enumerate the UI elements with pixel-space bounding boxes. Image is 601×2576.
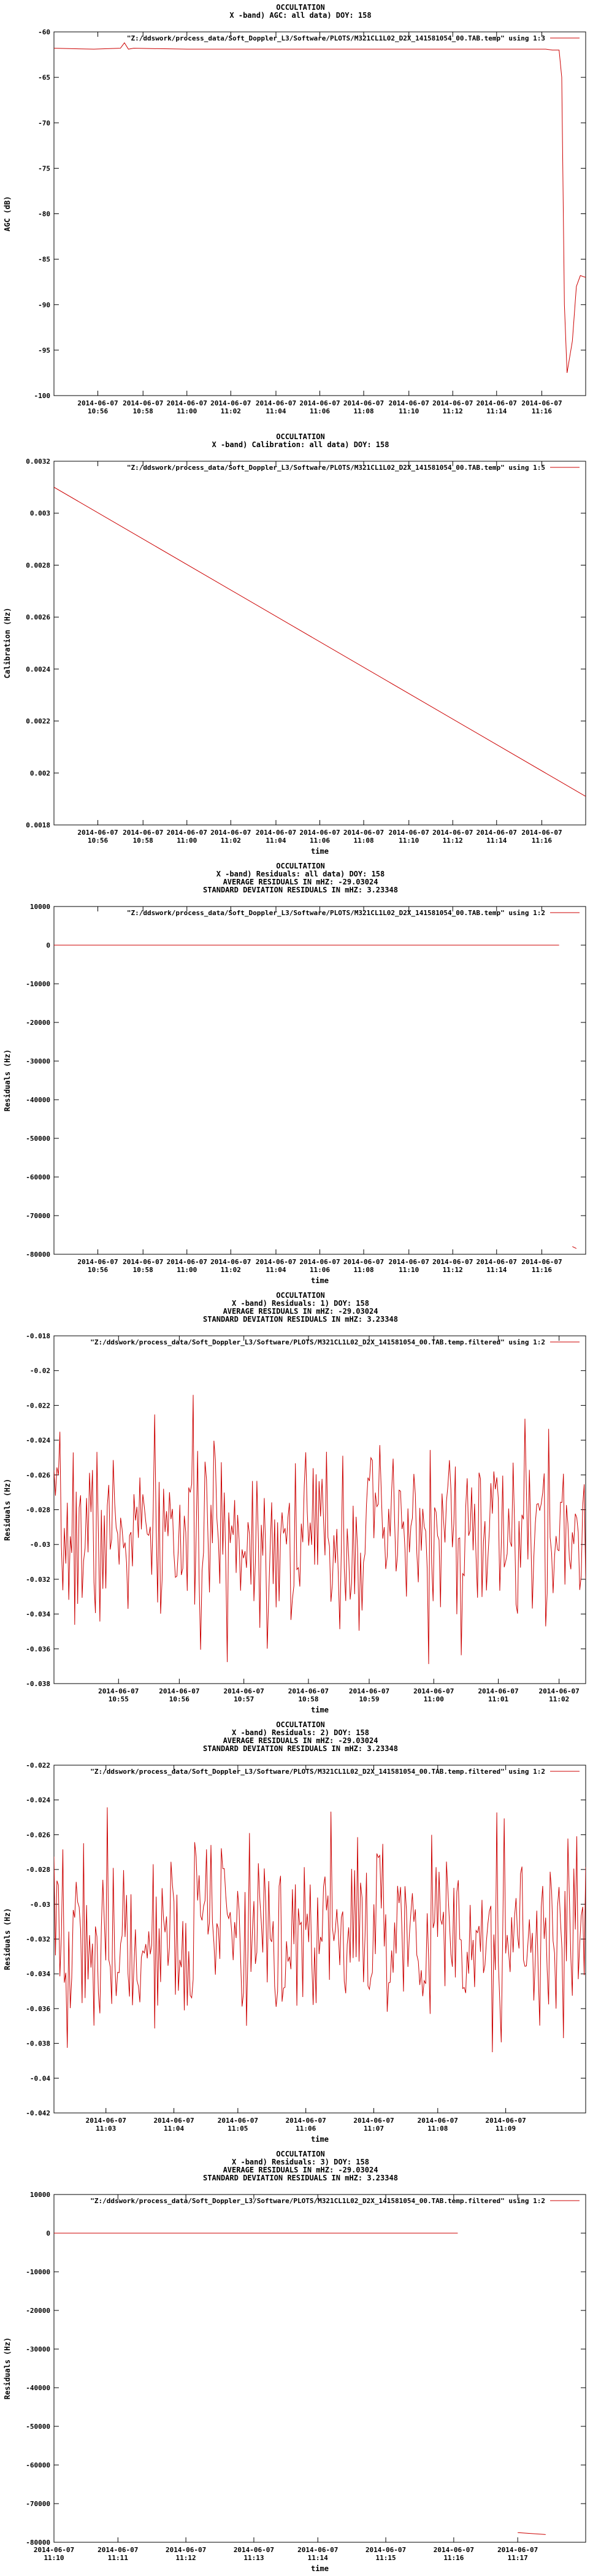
x-tick-label-time: 11:13 — [243, 2554, 264, 2562]
x-tick-label-time: 11:14 — [486, 1266, 507, 1274]
x-tick-label-date: 2014-06-07 — [288, 1687, 329, 1695]
residuals-3-chart-panel — [0, 2147, 601, 2576]
x-tick-label-time: 11:17 — [507, 2554, 528, 2562]
x-tick-label-time: 10:56 — [169, 1695, 189, 1703]
chart-title: OCCULTATION — [276, 1291, 325, 1300]
y-tick-label: 0.0024 — [26, 665, 50, 673]
y-tick-label: -90 — [38, 301, 50, 309]
calibration-chart-panel — [0, 429, 601, 859]
plot-area-border — [54, 1765, 586, 2113]
x-tick-label-date: 2014-06-07 — [343, 829, 385, 837]
x-tick-label-date: 2014-06-07 — [77, 399, 118, 407]
chart-subtitle: AVERAGE RESIDUALS IN mHZ: -29.03024 — [223, 1736, 378, 1745]
x-tick-label-date: 2014-06-07 — [476, 1258, 517, 1266]
x-tick-label-date: 2014-06-07 — [353, 2117, 394, 2125]
chart-subtitle: X -band) Residuals: all data) DOY: 158 — [216, 870, 385, 878]
x-tick-label-time: 11:05 — [228, 2125, 248, 2133]
y-tick-label: -60000 — [26, 2461, 50, 2469]
chart-title: OCCULTATION — [276, 3, 325, 12]
x-tick-label-date: 2014-06-07 — [432, 829, 473, 837]
chart-title: OCCULTATION — [276, 2150, 325, 2158]
x-tick-label-date: 2014-06-07 — [153, 2117, 194, 2125]
y-tick-label: -75 — [38, 164, 50, 173]
series-line — [54, 1395, 586, 1664]
x-tick-label-time: 11:11 — [107, 2554, 128, 2562]
legend-label: "Z:/ddswork/process_data/Soft_Doppler_L3/Software/PLOTS/M321CL1L02_D2X_141581054_00.TAB.temp.filtered" using 1:2 — [90, 2197, 545, 2205]
x-tick-label-date: 2014-06-07 — [417, 2117, 458, 2125]
agc-chart-panel — [0, 0, 601, 429]
y-tick-label: -0.038 — [26, 1680, 50, 1688]
x-tick-label-date: 2014-06-07 — [388, 1258, 429, 1266]
series-line — [54, 43, 586, 373]
y-tick-label: -70000 — [26, 2500, 50, 2508]
y-tick-label: -0.038 — [26, 2039, 50, 2048]
y-axis-label: Residuals (Hz) — [3, 1049, 12, 1112]
chart-title: OCCULTATION — [276, 862, 325, 870]
y-axis-label: Residuals (Hz) — [3, 1907, 12, 1971]
chart-subtitle: X -band) Calibration: all data) DOY: 158 — [212, 440, 389, 449]
x-tick-label-time: 11:12 — [442, 837, 463, 845]
chart-subtitle: X -band) Residuals: 2) DOY: 158 — [232, 1728, 369, 1737]
x-tick-label-date: 2014-06-07 — [223, 1687, 264, 1695]
plot-area-border — [54, 461, 586, 825]
x-tick-label-time: 10:56 — [87, 837, 109, 845]
x-tick-label-time: 11:08 — [353, 837, 374, 845]
y-tick-label: -40000 — [26, 2384, 50, 2392]
x-tick-label-date: 2014-06-07 — [476, 829, 517, 837]
y-tick-label: -60000 — [26, 1173, 50, 1181]
y-axis-label: Residuals (Hz) — [3, 2337, 12, 2400]
x-tick-label-time: 11:16 — [443, 2554, 464, 2562]
x-tick-label-date: 2014-06-07 — [497, 2546, 538, 2554]
y-tick-label: -95 — [38, 346, 50, 355]
x-tick-label-date: 2014-06-07 — [343, 399, 385, 407]
x-tick-label-date: 2014-06-07 — [217, 2117, 258, 2125]
chart-subtitle: AVERAGE RESIDUALS IN mHZ: -29.03024 — [223, 2166, 378, 2174]
x-tick-label-time: 10:58 — [132, 407, 153, 415]
x-tick-label-date: 2014-06-07 — [159, 1687, 200, 1695]
y-tick-label: 0.002 — [29, 769, 50, 778]
x-tick-label-date: 2014-06-07 — [77, 829, 118, 837]
y-tick-label: -0.028 — [26, 1506, 50, 1514]
agc-chart — [0, 0, 601, 429]
x-tick-label-time: 11:07 — [363, 2125, 385, 2133]
x-tick-label-time: 11:04 — [164, 2125, 185, 2133]
y-tick-label: 0 — [46, 941, 50, 949]
residuals-3-chart — [0, 2147, 601, 2576]
x-tick-label-date: 2014-06-07 — [123, 1258, 164, 1266]
x-tick-label-date: 2014-06-07 — [348, 1687, 390, 1695]
y-tick-label: -0.022 — [26, 1761, 50, 1769]
x-tick-label-time: 11:01 — [488, 1695, 509, 1703]
y-tick-label: 0.0026 — [26, 613, 50, 622]
x-tick-label-date: 2014-06-07 — [521, 829, 562, 837]
plot-area-border — [54, 32, 586, 396]
y-tick-label: -0.026 — [26, 1471, 50, 1479]
x-tick-label-time: 10:56 — [87, 1266, 109, 1274]
x-tick-label-date: 2014-06-07 — [299, 399, 340, 407]
chart-title: OCCULTATION — [276, 432, 325, 441]
x-tick-label-time: 11:06 — [296, 2125, 316, 2133]
chart-subtitle: X -band) AGC: all data) DOY: 158 — [229, 11, 372, 20]
y-tick-label: -0.018 — [26, 1332, 50, 1340]
x-tick-label-time: 11:10 — [399, 407, 419, 415]
x-tick-label-date: 2014-06-07 — [476, 399, 517, 407]
x-tick-label-time: 11:02 — [220, 407, 241, 415]
y-tick-label: 0.0028 — [26, 561, 50, 570]
x-tick-label-date: 2014-06-07 — [123, 829, 164, 837]
x-axis-label: time — [311, 1276, 329, 1285]
y-tick-label: -0.024 — [26, 1436, 50, 1445]
x-axis-label: time — [311, 847, 329, 856]
x-tick-label-date: 2014-06-07 — [478, 1687, 519, 1695]
x-tick-label-date: 2014-06-07 — [255, 399, 297, 407]
y-tick-label: -100 — [34, 392, 50, 400]
x-tick-label-time: 11:10 — [399, 837, 419, 845]
y-tick-label: 0.0018 — [26, 821, 50, 829]
y-tick-label: -80 — [38, 210, 50, 218]
y-tick-label: -0.032 — [26, 1575, 50, 1584]
y-tick-label: -40000 — [26, 1096, 50, 1104]
x-tick-label-date: 2014-06-07 — [98, 1687, 139, 1695]
residuals-1-chart — [0, 1288, 601, 1717]
x-tick-label-time: 11:08 — [353, 1266, 374, 1274]
x-tick-label-time: 11:16 — [531, 1266, 553, 1274]
plot-area-border — [54, 907, 586, 1254]
y-tick-label: 10000 — [29, 903, 50, 911]
residuals-2-chart-panel — [0, 1717, 601, 2147]
chart-subtitle: AVERAGE RESIDUALS IN mHZ: -29.03024 — [223, 1307, 378, 1316]
x-tick-label-date: 2014-06-07 — [432, 1258, 473, 1266]
x-tick-label-time: 11:04 — [266, 1266, 286, 1274]
x-tick-label-time: 10:58 — [132, 1266, 153, 1274]
x-tick-label-time: 10:58 — [132, 837, 153, 845]
y-tick-label: -20000 — [26, 2307, 50, 2315]
x-tick-label-date: 2014-06-07 — [388, 829, 429, 837]
x-tick-label-date: 2014-06-07 — [166, 1258, 207, 1266]
x-tick-label-time: 11:16 — [531, 837, 553, 845]
series-line — [54, 487, 586, 796]
residuals-1-chart-panel — [0, 1288, 601, 1717]
x-tick-label-date: 2014-06-07 — [166, 399, 207, 407]
x-tick-label-time: 11:04 — [266, 837, 286, 845]
x-tick-label-time: 10:59 — [359, 1695, 380, 1703]
x-tick-label-date: 2014-06-07 — [255, 1258, 297, 1266]
x-tick-label-time: 11:08 — [353, 407, 374, 415]
residuals-2-chart — [0, 1717, 601, 2147]
x-tick-label-time: 10:56 — [87, 407, 109, 415]
y-tick-label: -70 — [38, 119, 50, 128]
y-tick-label: -30000 — [26, 1057, 50, 1065]
y-tick-label: -80000 — [26, 1251, 50, 1259]
x-tick-label-date: 2014-06-07 — [166, 2546, 207, 2554]
x-tick-label-date: 2014-06-07 — [210, 399, 251, 407]
x-tick-label-time: 11:04 — [266, 407, 286, 415]
x-tick-label-date: 2014-06-07 — [33, 2546, 75, 2554]
y-axis-label: Residuals (Hz) — [3, 1478, 12, 1541]
series-line — [572, 1246, 576, 1248]
x-tick-label-date: 2014-06-07 — [77, 1258, 118, 1266]
residuals-all-chart-panel — [0, 859, 601, 1288]
chart-subtitle: AVERAGE RESIDUALS IN mHZ: -29.03024 — [223, 878, 378, 886]
x-tick-label-time: 11:08 — [427, 2125, 448, 2133]
x-tick-label-date: 2014-06-07 — [285, 2117, 326, 2125]
x-tick-label-date: 2014-06-07 — [210, 1258, 251, 1266]
legend-label: "Z:/ddswork/process_data/Soft_Doppler_L3/Software/PLOTS/M321CL1L02_D2X_141581054_00.TAB.temp" using 1:2 — [126, 909, 545, 917]
y-tick-label: 0 — [46, 2229, 50, 2237]
y-tick-label: 0.0022 — [26, 717, 50, 726]
x-tick-label-time: 11:06 — [309, 407, 331, 415]
chart-title: OCCULTATION — [276, 1720, 325, 1729]
x-tick-label-time: 11:15 — [375, 2554, 396, 2562]
x-tick-label-date: 2014-06-07 — [98, 2546, 139, 2554]
x-tick-label-time: 11:16 — [531, 407, 553, 415]
residuals-all-chart — [0, 859, 601, 1288]
x-tick-label-time: 11:03 — [96, 2125, 117, 2133]
y-tick-label: -10000 — [26, 2268, 50, 2276]
x-tick-label-date: 2014-06-07 — [433, 2546, 474, 2554]
chart-subtitle: STANDARD DEVIATION RESIDUALS IN mHZ: 3.23348 — [203, 886, 398, 894]
x-tick-label-date: 2014-06-07 — [485, 2117, 526, 2125]
y-tick-label: -0.036 — [26, 2004, 50, 2013]
x-axis-label: time — [311, 2564, 329, 2573]
x-tick-label-date: 2014-06-07 — [432, 399, 473, 407]
x-tick-label-time: 11:10 — [399, 1266, 419, 1274]
x-tick-label-time: 11:00 — [177, 837, 197, 845]
x-tick-label-time: 11:14 — [307, 2554, 328, 2562]
y-tick-label: -0.034 — [26, 1970, 50, 1979]
x-tick-label-date: 2014-06-07 — [538, 1687, 580, 1695]
x-tick-label-time: 11:00 — [177, 407, 197, 415]
y-tick-label: -0.04 — [29, 2074, 50, 2083]
x-tick-label-date: 2014-06-07 — [233, 2546, 275, 2554]
x-tick-label-time: 11:06 — [309, 1266, 331, 1274]
y-tick-label: -85 — [38, 255, 50, 264]
y-tick-label: -20000 — [26, 1019, 50, 1027]
x-tick-label-time: 11:06 — [309, 837, 331, 845]
x-tick-label-date: 2014-06-07 — [299, 1258, 340, 1266]
chart-subtitle: X -band) Residuals: 1) DOY: 158 — [232, 1299, 369, 1308]
x-tick-label-date: 2014-06-07 — [210, 829, 251, 837]
legend-label: "Z:/ddswork/process_data/Soft_Doppler_L3/Software/PLOTS/M321CL1L02_D2X_141581054_00.TAB.temp.filtered" using 1:2 — [90, 1338, 545, 1346]
x-tick-label-date: 2014-06-07 — [388, 399, 429, 407]
y-tick-label: -0.034 — [26, 1610, 50, 1619]
y-axis-label: Calibration (Hz) — [3, 607, 12, 679]
x-tick-label-date: 2014-06-07 — [343, 1258, 385, 1266]
x-axis-label: time — [311, 2135, 329, 2144]
y-tick-label: -60 — [38, 28, 50, 36]
y-tick-label: -0.03 — [29, 1541, 50, 1549]
y-tick-label: -0.032 — [26, 1935, 50, 1944]
series-line — [518, 2532, 546, 2534]
x-tick-label-time: 11:02 — [549, 1695, 570, 1703]
x-tick-label-date: 2014-06-07 — [297, 2546, 339, 2554]
y-tick-label: -65 — [38, 74, 50, 82]
x-axis-label: time — [311, 1706, 329, 1714]
x-tick-label-date: 2014-06-07 — [123, 399, 164, 407]
x-tick-label-time: 11:00 — [423, 1695, 444, 1703]
x-tick-label-date: 2014-06-07 — [521, 1258, 562, 1266]
x-tick-label-date: 2014-06-07 — [166, 829, 207, 837]
y-tick-label: -0.03 — [29, 1900, 50, 1909]
series-line — [54, 1807, 586, 2052]
x-tick-label-time: 11:02 — [220, 1266, 241, 1274]
x-tick-label-time: 11:12 — [442, 407, 463, 415]
legend-label: "Z:/ddswork/process_data/Soft_Doppler_L3/Software/PLOTS/M321CL1L02_D2X_141581054_00.TAB.temp" using 1:3 — [126, 34, 545, 42]
y-tick-label: -0.02 — [29, 1367, 50, 1375]
x-tick-label-date: 2014-06-07 — [365, 2546, 407, 2554]
x-tick-label-date: 2014-06-07 — [521, 399, 562, 407]
x-tick-label-time: 10:58 — [298, 1695, 319, 1703]
x-tick-label-time: 11:14 — [486, 407, 507, 415]
x-tick-label-time: 11:02 — [220, 837, 241, 845]
x-tick-label-time: 11:10 — [44, 2554, 64, 2562]
calibration-chart — [0, 429, 601, 859]
x-tick-label-time: 11:12 — [442, 1266, 463, 1274]
y-tick-label: -0.042 — [26, 2109, 50, 2117]
chart-subtitle: X -band) Residuals: 3) DOY: 158 — [232, 2158, 369, 2166]
x-tick-label-date: 2014-06-07 — [255, 829, 297, 837]
chart-subtitle: STANDARD DEVIATION RESIDUALS IN mHZ: 3.23348 — [203, 1315, 398, 1324]
legend-label: "Z:/ddswork/process_data/Soft_Doppler_L3/Software/PLOTS/M321CL1L02_D2X_141581054_00.TAB.temp.filtered" using 1:2 — [90, 1768, 545, 1776]
x-tick-label-date: 2014-06-07 — [413, 1687, 454, 1695]
y-tick-label: -0.024 — [26, 1796, 50, 1804]
x-tick-label-date: 2014-06-07 — [85, 2117, 126, 2125]
x-tick-label-time: 11:00 — [177, 1266, 197, 1274]
x-tick-label-time: 10:57 — [234, 1695, 255, 1703]
y-axis-label: AGC (dB) — [3, 196, 12, 232]
y-tick-label: -0.026 — [26, 1831, 50, 1839]
y-tick-label: 0.003 — [29, 509, 50, 518]
y-tick-label: -0.022 — [26, 1401, 50, 1410]
y-tick-label: -10000 — [26, 980, 50, 988]
chart-subtitle: STANDARD DEVIATION RESIDUALS IN mHZ: 3.23348 — [203, 1744, 398, 1753]
x-tick-label-time: 11:12 — [175, 2554, 196, 2562]
y-tick-label: 0.0032 — [26, 458, 50, 466]
y-tick-label: -70000 — [26, 1212, 50, 1220]
x-tick-label-time: 11:09 — [496, 2125, 516, 2133]
x-tick-label-time: 10:55 — [108, 1695, 129, 1703]
legend-label: "Z:/ddswork/process_data/Soft_Doppler_L3/Software/PLOTS/M321CL1L02_D2X_141581054_00.TAB.temp" using 1:5 — [126, 464, 545, 472]
chart-subtitle: STANDARD DEVIATION RESIDUALS IN mHZ: 3.23348 — [203, 2174, 398, 2182]
y-tick-label: -50000 — [26, 2423, 50, 2431]
x-tick-label-date: 2014-06-07 — [299, 829, 340, 837]
x-tick-label-time: 11:14 — [486, 837, 507, 845]
y-tick-label: -0.036 — [26, 1645, 50, 1654]
y-tick-label: -30000 — [26, 2345, 50, 2353]
y-tick-label: -50000 — [26, 1135, 50, 1143]
plot-area-border — [54, 2195, 586, 2542]
y-tick-label: -0.028 — [26, 1866, 50, 1874]
y-tick-label: 10000 — [29, 2191, 50, 2199]
y-tick-label: -80000 — [26, 2539, 50, 2547]
